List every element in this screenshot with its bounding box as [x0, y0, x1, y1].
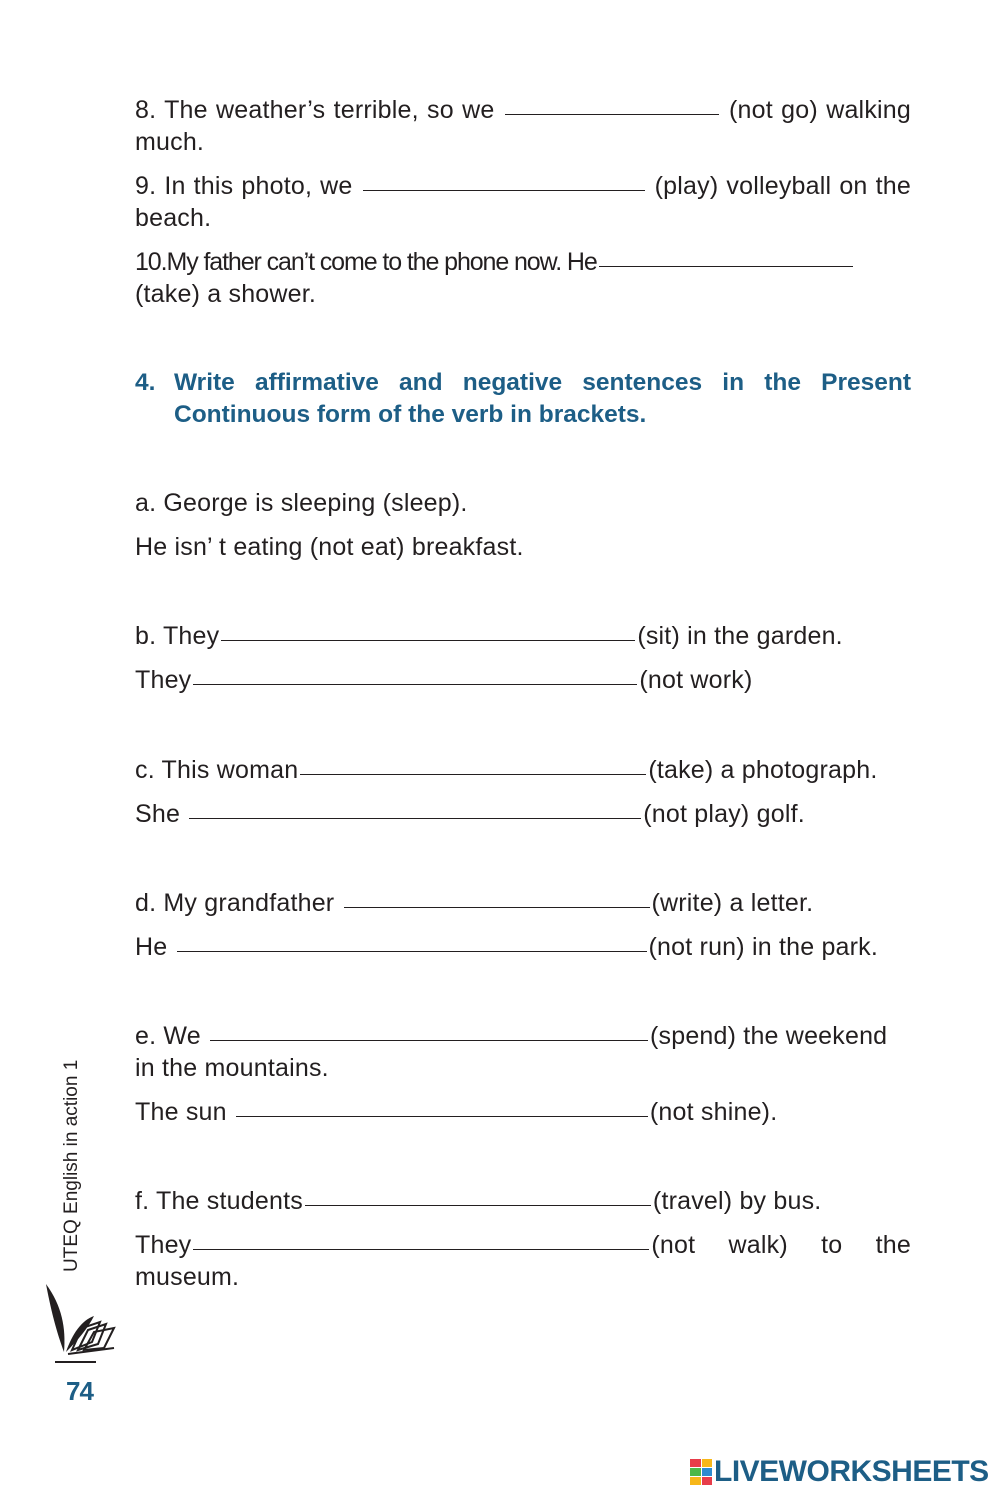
item-f-negative-line2 — [135, 1261, 911, 1293]
question-9-hint: (play) volleyball on — [654, 172, 868, 200]
answer-blank-d2[interactable] — [177, 931, 647, 952]
exercise-title: Write affirmative and negative sentences in the Present Continuous form of the verb in brackets. — [174, 369, 911, 428]
question-8-text: The weather’s terrible, so we — [164, 96, 495, 124]
example-negative: He isn’ t eating (not eat) breakfast. — [135, 533, 524, 561]
item-d-neg-subject: He — [135, 933, 168, 961]
item-c-hint: (take) a photograph. — [648, 756, 878, 784]
item-e-affirmative — [135, 1020, 911, 1052]
answer-blank-f1[interactable] — [305, 1185, 651, 1206]
item-d-subject: d. My grandfather — [135, 889, 335, 917]
item-e-hint: (spend) the weekend — [650, 1022, 888, 1050]
question-8-number: 8. — [135, 96, 157, 124]
answer-input-b2[interactable] — [193, 671, 637, 691]
question-10 — [135, 246, 911, 278]
item-d-neg-hint: (not run) in the park. — [648, 933, 879, 961]
question-10-text: My father can’t come to the phone now. He — [166, 248, 597, 276]
item-c-affirmative — [135, 754, 911, 786]
item-d-negative — [135, 931, 911, 963]
exercise-heading — [135, 367, 911, 431]
item-d-affirmative — [135, 887, 911, 919]
question-10-number: 10. — [135, 248, 167, 276]
answer-blank-10[interactable] — [599, 246, 853, 267]
item-c-negative — [135, 798, 911, 830]
open-book-icon — [42, 1276, 120, 1361]
answer-blank-8[interactable] — [505, 94, 719, 115]
page-number-rule — [55, 1361, 96, 1363]
answer-input-f1[interactable] — [305, 1192, 651, 1212]
answer-blank-c1[interactable] — [300, 754, 646, 775]
liveworksheets-wordmark: LIVEWORKSHEETS — [714, 1455, 989, 1488]
answer-blank-c2[interactable] — [189, 798, 641, 819]
item-f-subject: f. The students — [135, 1187, 303, 1215]
question-9-text: In this photo, we — [164, 172, 353, 200]
exercise-number: 4. — [135, 369, 156, 396]
item-c-neg-subject: She — [135, 800, 181, 828]
item-b-neg-hint: (not work) — [639, 666, 753, 694]
answer-input-b1[interactable] — [221, 627, 635, 647]
answer-input-8[interactable] — [505, 101, 719, 121]
liveworksheets-logo — [690, 1455, 989, 1489]
item-e-affirmative-line2 — [135, 1052, 911, 1084]
answer-blank-b2[interactable] — [193, 664, 637, 685]
item-c-neg-hint: (not play) golf. — [643, 800, 805, 828]
question-8 — [135, 94, 911, 158]
item-e-subject: e. We — [135, 1022, 201, 1050]
answer-input-e2[interactable] — [236, 1103, 648, 1123]
question-8-hint: (not go) — [729, 96, 818, 124]
answer-input-10[interactable] — [599, 253, 853, 273]
answer-input-c2[interactable] — [189, 805, 641, 825]
item-f-neg-subject: They — [135, 1231, 192, 1259]
answer-input-c1[interactable] — [300, 761, 646, 781]
question-9-number: 9. — [135, 172, 157, 200]
answer-input-d2[interactable] — [177, 938, 647, 958]
item-f-negative — [135, 1229, 911, 1261]
question-9 — [135, 170, 911, 234]
item-b-hint: (sit) in the garden. — [637, 622, 843, 650]
item-f-continuation: museum. — [135, 1263, 240, 1291]
page-number: 74 — [66, 1376, 93, 1406]
answer-blank-b1[interactable] — [221, 620, 635, 641]
item-e-neg-subject: The sun — [135, 1098, 227, 1126]
item-e-continuation: in the mountains. — [135, 1054, 329, 1082]
question-9-continuation: the beach. — [135, 172, 911, 232]
answer-input-e1[interactable] — [210, 1027, 648, 1047]
question-10-continuation: (take) a shower. — [135, 280, 317, 308]
answer-input-d1[interactable] — [344, 894, 650, 914]
item-b-negative — [135, 664, 911, 696]
item-e-neg-hint: (not shine). — [649, 1098, 778, 1126]
answer-blank-f2[interactable] — [193, 1229, 649, 1250]
answer-blank-e1[interactable] — [210, 1020, 648, 1041]
question-8-continuation: walking much. — [135, 96, 911, 156]
answer-blank-d1[interactable] — [344, 887, 650, 908]
item-b-subject: b. They — [135, 622, 220, 650]
answer-input-9[interactable] — [363, 177, 645, 197]
example-affirmative: a. George is sleeping (sleep). — [135, 489, 468, 517]
answer-blank-9[interactable] — [363, 170, 645, 191]
item-b-neg-subject: They — [135, 666, 192, 694]
item-f-hint: (travel) by bus. — [652, 1187, 822, 1215]
answer-blank-e2[interactable] — [236, 1096, 648, 1117]
book-title-vertical: UTEQ English in action 1 — [61, 1059, 82, 1272]
question-10-line2 — [135, 278, 911, 310]
item-d-hint: (write) a letter. — [651, 889, 814, 917]
item-f-neg-hint: (not walk) to the — [651, 1231, 911, 1259]
answer-input-f2[interactable] — [193, 1236, 649, 1256]
item-c-subject: c. This woman — [135, 756, 299, 784]
item-f-affirmative — [135, 1185, 911, 1217]
liveworksheets-mark-icon — [690, 1459, 712, 1485]
item-e-negative — [135, 1096, 911, 1128]
item-b-affirmative — [135, 620, 911, 652]
